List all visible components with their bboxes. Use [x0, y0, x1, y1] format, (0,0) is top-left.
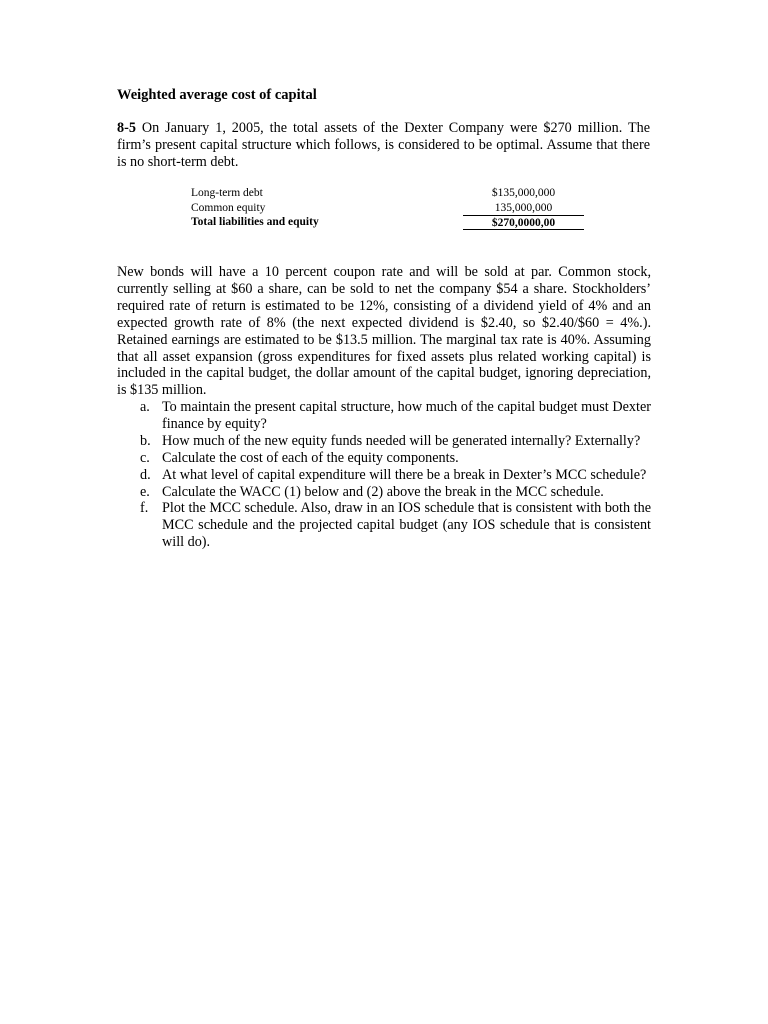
question-text: Plot the MCC schedule. Also, draw in an IOS schedule that is consistent with both the MCC schedule and the projected capital budget (any IOS schedule that is consistent will do).	[162, 500, 651, 551]
row-value: 135,000,000	[494, 201, 553, 214]
question-text: At what level of capital expenditure will there be a break in Dexter’s MCC schedule?	[162, 466, 647, 483]
question-letter: d.	[140, 466, 151, 483]
table-row	[191, 186, 584, 201]
question-letter: f.	[140, 500, 149, 517]
total-label: Total liabilities and equity	[191, 216, 319, 228]
question-letter: a.	[140, 399, 150, 415]
problem-intro-text: On January 1, 2005, the total assets of the Dexter Company were $270 million. The firm’s present capital structure which follows, is considered to be optimal. Assume that there is no short-term debt.	[117, 120, 650, 170]
capital-structure-table	[191, 186, 584, 230]
question-item	[117, 450, 651, 467]
table-total-row	[191, 215, 584, 230]
question-text: To maintain the present capital structure, how much of the capital budget must Dexter finance by equity?	[162, 399, 651, 432]
document-heading: Weighted average cost of capital	[117, 87, 317, 103]
question-item	[117, 500, 651, 551]
row-label: Long-term debt	[191, 187, 263, 199]
question-letter: c.	[140, 449, 150, 466]
question-item	[117, 484, 651, 501]
question-text: How much of the new equity funds needed will be generated internally? Externally?	[162, 432, 641, 449]
question-item	[117, 433, 651, 450]
problem-intro-paragraph	[117, 120, 650, 171]
row-value: $135,000,000	[491, 187, 556, 199]
total-value: $270,0000,00	[463, 215, 584, 230]
problem-number: 8-5	[117, 120, 136, 136]
table-row	[191, 201, 584, 216]
problem-body-paragraph: New bonds will have a 10 percent coupon rate and will be sold at par. Common stock, currently selling at $60 a share, can be sold to net the company $54 a share. Stockholders’ required rate of return is estimated to be 12%, consisting of a dividend yield of 4% and an expected growth rate of 8% (the next expected dividend is $2.40, so $2.40/$60 = 4%.). Retained earnings are estimated to be $13.5 million. The marginal tax rate is 40%. Assuming that all asset expansion (gross expenditures for fixed assets plus related working capital) is included in the capital budget, the dollar amount of the capital budget, ignoring depreciation, is $135 million.	[117, 264, 651, 399]
question-item	[117, 467, 651, 484]
question-list	[117, 399, 651, 551]
question-text: Calculate the cost of each of the equity components.	[162, 449, 459, 466]
question-item	[117, 399, 651, 433]
question-text: Calculate the WACC (1) below and (2) above the break in the MCC schedule.	[162, 483, 604, 500]
row-label: Common equity	[191, 201, 266, 214]
question-letter: e.	[140, 483, 150, 500]
question-letter: b.	[140, 432, 151, 449]
